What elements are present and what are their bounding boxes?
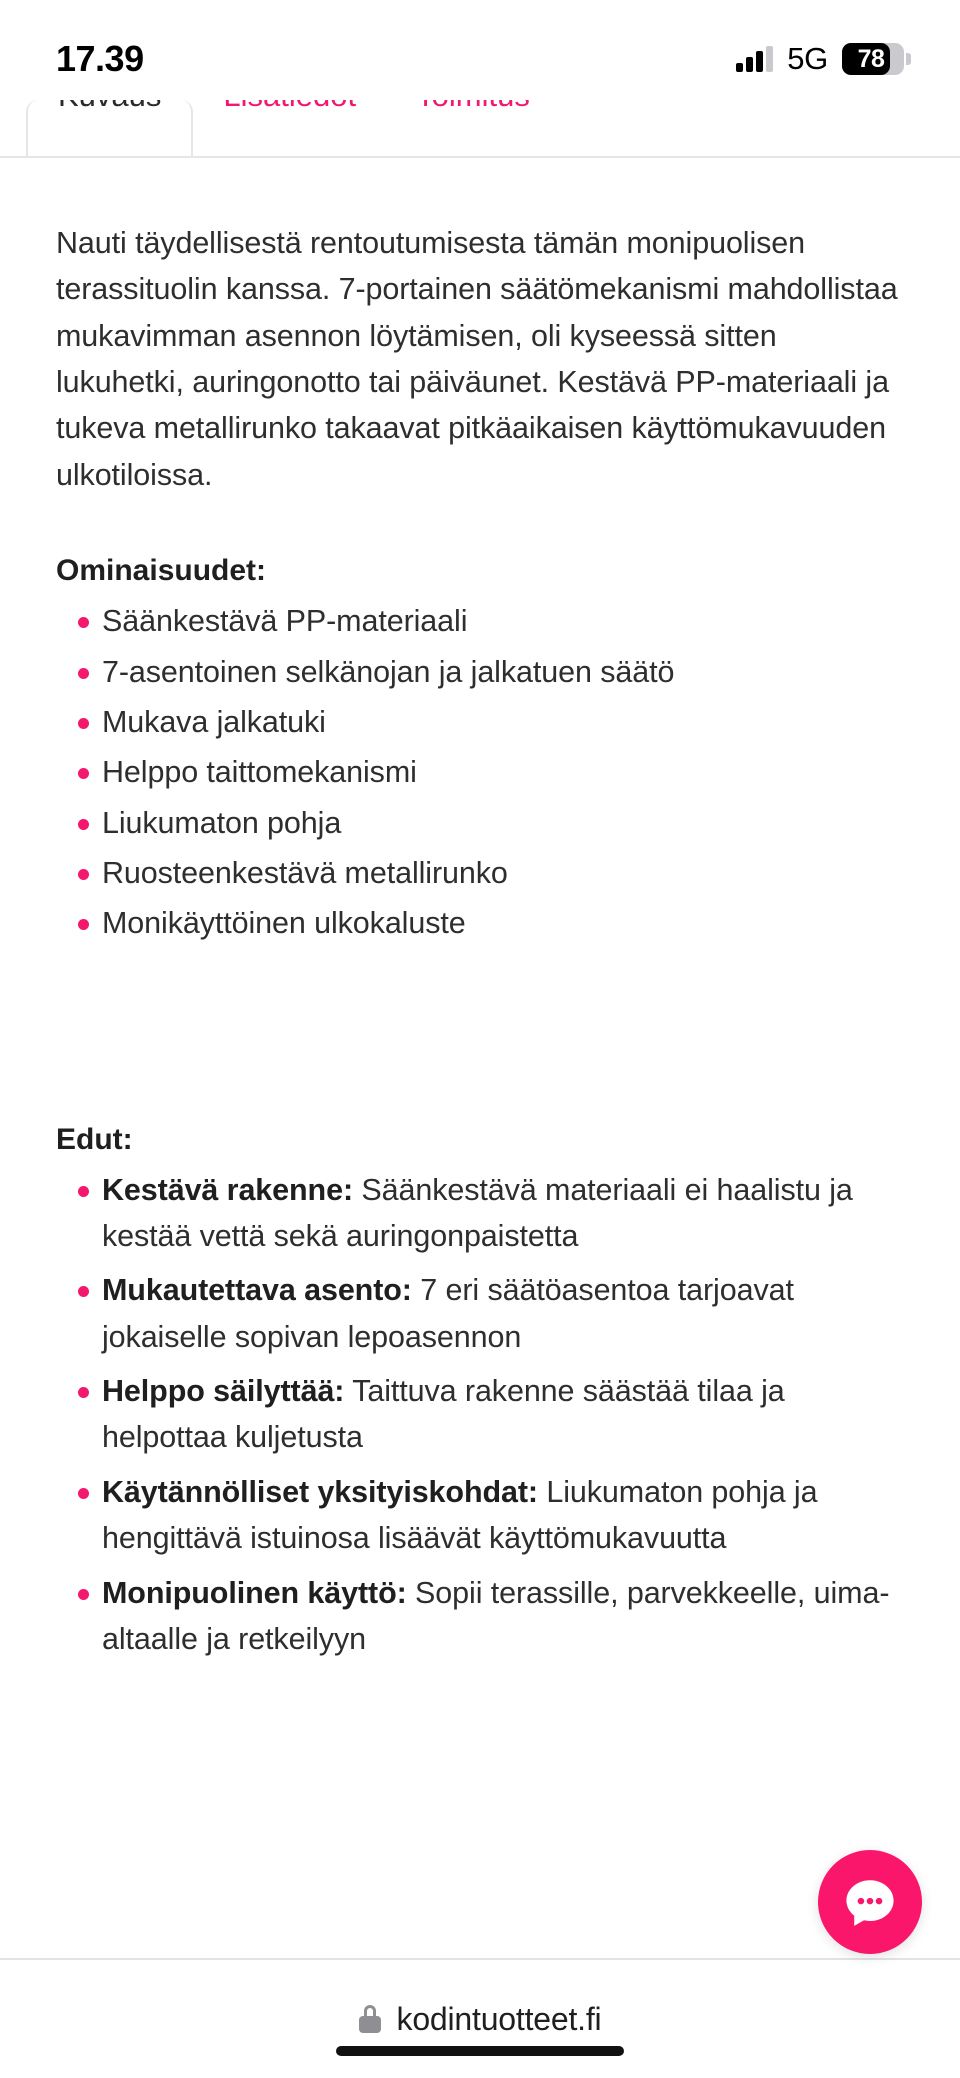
benefit-text: 7 eri säätöasentoa tarjoavat jokaiselle sopivan lepoasennon <box>102 1273 794 1354</box>
status-time: 17.39 <box>56 38 144 79</box>
description-panel <box>0 158 960 1958</box>
benefit-text: Liukumaton pohja ja hengittävä istuinosa lisäävät käyttömukavuutta <box>102 1474 818 1556</box>
home-indicator[interactable] <box>336 2046 624 2056</box>
benefits-heading: Edut: <box>56 1122 133 1156</box>
benefits-list <box>56 1167 904 1663</box>
benefit-title: Kestävä rakenne: <box>102 1172 354 1207</box>
benefit-item <box>56 1570 904 1663</box>
benefit-title: Käytännölliset yksityiskohdat: <box>102 1474 538 1509</box>
content-spacer <box>56 947 904 1067</box>
battery-percent-label: 78 <box>857 44 885 73</box>
feature-item: Monikäyttöinen ulkokaluste <box>56 900 904 946</box>
lock-icon <box>359 2005 381 2033</box>
benefit-text: Taittuva rakenne säästää tilaa ja helpottaa kuljetusta <box>102 1374 785 1455</box>
feature-item: Mukava jalkatuki <box>56 699 904 745</box>
feature-item: 7-asentoinen selkänojan ja jalkatuen säätö <box>56 649 904 695</box>
tab-lisatiedot[interactable] <box>193 100 386 158</box>
benefit-item <box>56 1368 904 1461</box>
benefit-title: Monipuolinen käyttö: <box>102 1575 407 1610</box>
feature-item: Liukumaton pohja <box>56 800 904 846</box>
cellular-signal-icon <box>736 46 773 72</box>
intro-paragraph: Nauti täydellisestä rentoutumisesta tämän monipuolisen terassituolin kanssa. 7-portainen säätömekanismi mahdollistaa mukavimman asennon löytämisen, oli kyseessä sitten lukuhetki, auringonotto tai päiväunet. Kestävä PP-materiaali ja tukeva metallirunko takaavat pitkäaikaisen käyttömukavuuden ulkotiloissa. <box>56 226 898 492</box>
feature-item: Helppo taittomekanismi <box>56 749 904 795</box>
site-url-label: kodintuotteet.fi <box>396 2000 602 2037</box>
network-type-label: 5G <box>787 41 828 76</box>
features-heading: Ominaisuudet: <box>56 554 267 588</box>
feature-item: Säänkestävä PP-materiaali <box>56 598 904 644</box>
browser-address-bar[interactable] <box>0 1958 960 2078</box>
benefit-title: Helppo säilyttää: <box>102 1374 345 1409</box>
benefit-item <box>56 1267 904 1360</box>
benefit-item <box>56 1469 904 1562</box>
tab-kuvaus[interactable] <box>26 100 193 158</box>
benefit-item <box>56 1167 904 1260</box>
status-indicators <box>736 41 904 77</box>
battery-icon <box>842 43 904 75</box>
benefit-title: Mukautettava asento: <box>102 1273 412 1308</box>
status-bar <box>0 0 960 100</box>
feature-item: Ruosteenkestävä metallirunko <box>56 850 904 896</box>
chat-fab-button[interactable] <box>818 1850 922 1954</box>
tab-toimitus[interactable] <box>386 100 560 158</box>
features-list <box>56 598 904 947</box>
benefit-text: Säänkestävä materiaali ei haalistu ja kestää vettä sekä auringonpaistetta <box>102 1172 853 1254</box>
benefit-text: Sopii terassille, parvekkeelle, uima-altaalle ja retkeilyyn <box>102 1575 890 1656</box>
product-tabs[interactable] <box>0 100 960 158</box>
chat-bubble-icon <box>841 1873 899 1931</box>
